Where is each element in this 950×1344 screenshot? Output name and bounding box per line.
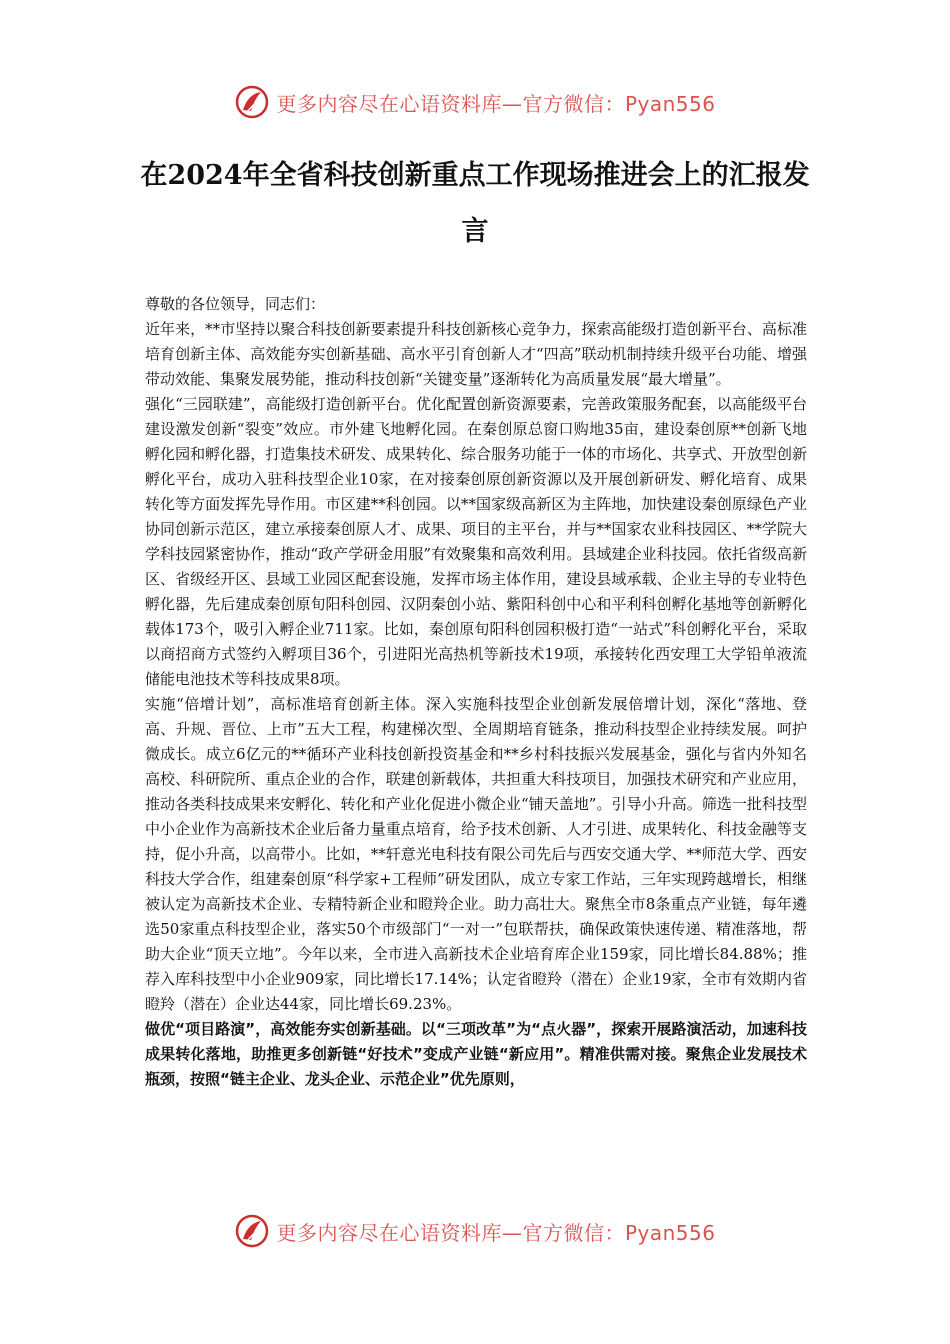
paragraph-intro: 近年来，**市坚持以聚合科技创新要素提升科技创新核心竞争力，探索高能级打造创新平台、高标准培育创新主体、高效能夯实创新基础、高水平引育创新人才“四高”联动机制持续升级平台功能、增强带动效能、集聚发展势能，推动科技创新“关键变量”逐渐转化为高质量发展“最大增量”。 (145, 320, 807, 388)
salutation: 尊敬的各位领导，同志们： (145, 295, 326, 313)
watermark-banner-bottom (0, 1211, 950, 1251)
paragraph-enterprise: 实施“倍增计划”，高标准培育创新主体。深入实施科技型企业创新发展倍增计划，深化“落地、登高、升规、晋位、上市”五大工程，构建梯次型、全周期培育链条，推动科技型企业持续发展。呵护微成长。成立6亿元的**循环产业科技创新投资基金和**乡村科技振兴发展基金，强化与省内外知名高校、科研院所、重点企业的合作，联建创新载体，共担重大科技项目，加强技术研究和产业应用，推动各类科技成果来安孵化、转化和产业化促进小微企业“铺天盖地”。引导小升高。筛选一批科技型中小企业作为高新技术企业后备力量重点培育，给予技术创新、人才引进、成果转化、科技金融等支持，促小升高，以高带小。比如，**轩意光电科技有限公司先后与西安交通大学、**师范大学、西安科技大学合作，组建秦创原“科学家+工程师”研发团队，成立专家工作站，三年实现跨越增长，相继被认定为高新技术企业、专精特新企业和瞪羚企业。助力高壮大。聚焦全市8条重点产业链，每年遴选50家重点科技型企业，落实50个市级部门“一对一”包联帮扶，确保政策快速传递、精准落地，帮助大企业“顶天立地”。今年以来，全市进入高新技术企业培育库企业159家，同比增长84.88%；推荐入库科技型中小企业909家，同比增长17.14%；认定省瞪羚（潜在）企业19家，全市有效期内省瞪羚（潜在）企业达44家，同比增长69.23%。 (145, 695, 807, 1013)
watermark-text: 更多内容尽在心语资料库—官方微信：Pyan556 (276, 1220, 716, 1245)
document-body (145, 292, 807, 1092)
watermark-text: 更多内容尽在心语资料库—官方微信：Pyan556 (276, 91, 716, 116)
watermark-banner-top (0, 82, 950, 122)
paragraph-roadshow: 做优“项目路演”，高效能夯实创新基础。以“三项改革”为“点火器”，探索开展路演活动，加速科技成果转化落地，助推更多创新链“好技术”变成产业链“新应用”。精准供需对接。聚焦企业发展技术瓶颈，按照“链主企业、龙头企业、示范企业”优先原则， (145, 1020, 807, 1088)
document-title: 在2024年全省科技创新重点工作现场推进会上的汇报发言 (140, 160, 810, 247)
paragraph-platform: 强化“三园联建”，高能级打造创新平台。优化配置创新资源要素，完善政策服务配套，以高能级平台建设激发创新“裂变”效应。市外建飞地孵化园。在秦创原总窗口购地35亩，建设秦创原**创新飞地孵化园和孵化器，打造集技术研发、成果转化、综合服务功能于一体的市场化、共享式、开放型创新孵化平台，成功入驻科技型企业10家，在对接秦创原创新资源以及开展创新研发、孵化培育、成果转化等方面发挥先导作用。市区建**科创园。以**国家级高新区为主阵地，加快建设秦创原绿色产业协同创新示范区，建立承接秦创原人才、成果、项目的主平台，并与**国家农业科技园区、**学院大学科技园紧密协作，推动“政产学研金用服”有效聚集和高效利用。县域建企业科技园。依托省级高新区、省级经开区、县域工业园区配套设施，发挥市场主体作用，建设县域承载、企业主导的专业特色孵化器，先后建成秦创原旬阳科创园、汉阴秦创小站、紫阳科创中心和平利科创孵化基地等创新孵化载体173个，吸引入孵企业711家。比如，秦创原旬阳科创园积极打造“一站式”科创孵化平台，采取以商招商方式签约入孵项目36个，引进阳光高热机等新技术19项，承接转化西安理工大学铅单液流储能电池技术等科技成果8项。 (145, 395, 807, 688)
logo-icon (234, 84, 270, 120)
logo-icon (234, 1213, 270, 1249)
